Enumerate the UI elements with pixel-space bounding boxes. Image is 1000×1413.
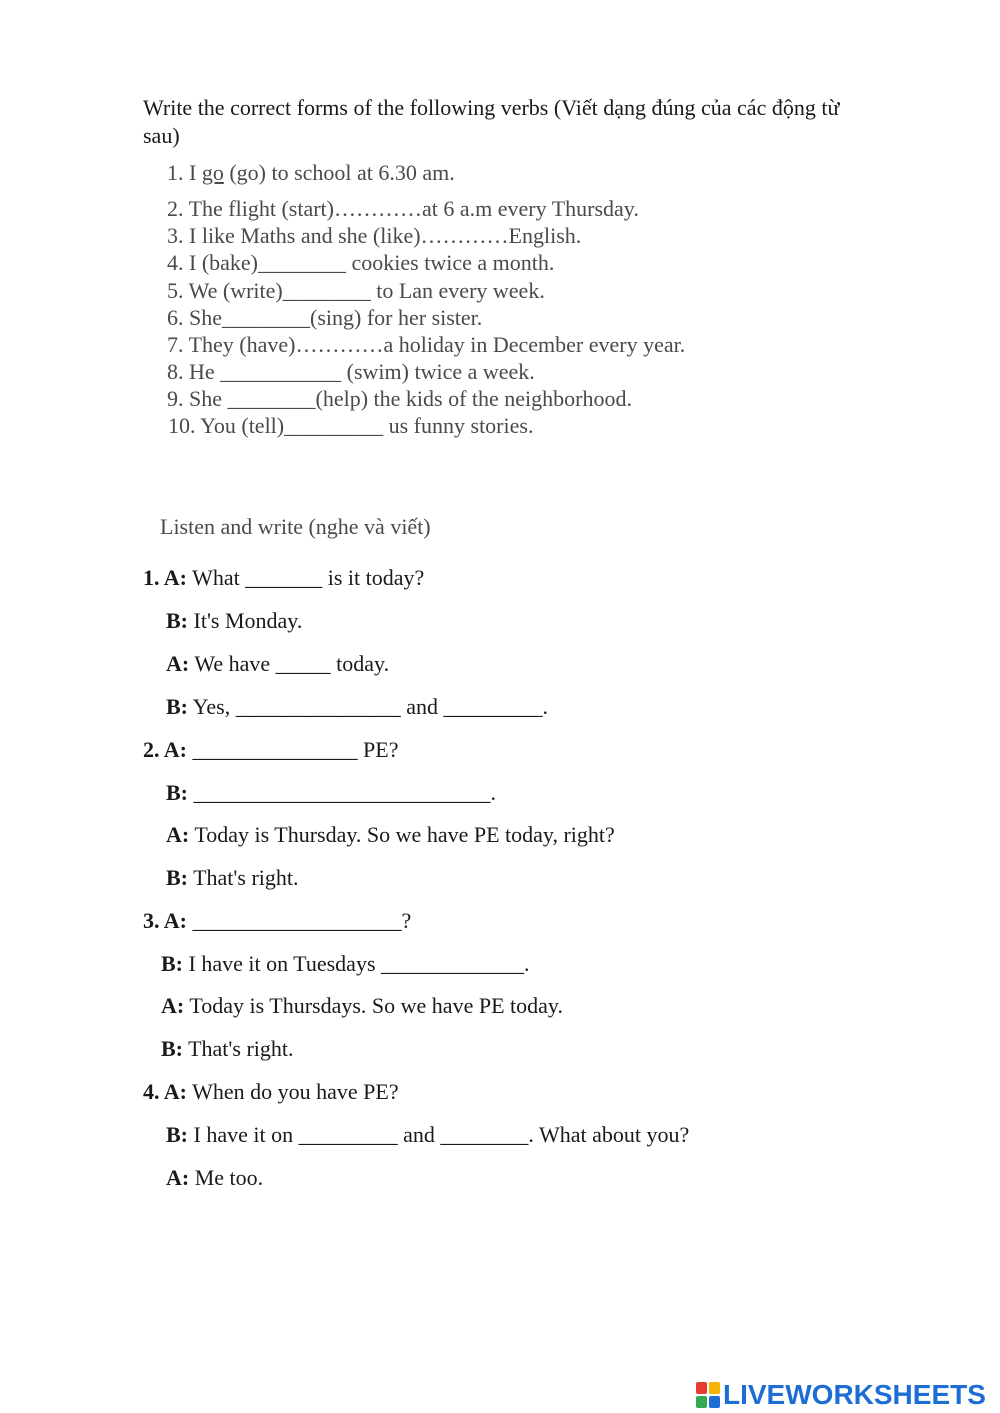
- exercise-item: 4. I (bake)________ cookies twice a month.: [167, 250, 555, 275]
- dialogue-line: [166, 610, 302, 632]
- dialogue-line: [161, 953, 530, 975]
- example-item: [167, 162, 455, 184]
- dialogue-line: [143, 567, 424, 589]
- example-prefix: 1. I: [167, 160, 202, 185]
- exercise-item: 3. I like Maths and she (like)…………English.: [167, 223, 582, 248]
- speaker-name: A:: [163, 737, 188, 762]
- logo-text: LIVEWORKSHEETS: [723, 1379, 986, 1410]
- logo-square-green: [696, 1396, 707, 1408]
- dialogue-text: Me too.: [189, 1165, 264, 1190]
- speaker-name: B:: [166, 608, 188, 633]
- speaker-name: B:: [166, 780, 188, 805]
- exercise-item: 6. She________(sing) for her sister.: [167, 305, 483, 330]
- logo-square-yellow: [709, 1382, 720, 1394]
- dialogue-line: [161, 995, 563, 1017]
- dialogue-line: [166, 782, 496, 804]
- dialogue-text: Today is Thursday. So we have PE today, right?: [189, 822, 615, 847]
- speaker-name: A:: [163, 565, 188, 590]
- speaker-label: [161, 1036, 183, 1061]
- speaker-name: A:: [166, 651, 190, 676]
- dialogue-line: [143, 739, 398, 761]
- speaker-label: [143, 565, 187, 590]
- logo-icon: [696, 1382, 720, 1408]
- liveworksheets-logo: [696, 1379, 986, 1411]
- dialogue-text: _______________ PE?: [187, 737, 399, 762]
- dialogue-text: Today is Thursdays. So we have PE today.: [184, 993, 563, 1018]
- dialogue-text: ___________________________.: [188, 780, 496, 805]
- dialogue-line: [166, 867, 299, 889]
- dialogue-text: When do you have PE?: [187, 1079, 399, 1104]
- speaker-name: A:: [161, 993, 185, 1018]
- speaker-name: B:: [166, 865, 188, 890]
- dialogue-line: [166, 653, 389, 675]
- dialogue-text: I have it on _________ and ________. What about you?: [188, 1122, 690, 1147]
- exercise-item: 9. She ________(help) the kids of the neighborhood.: [167, 386, 632, 411]
- speaker-label: [166, 780, 188, 805]
- dialogue-text: What _______ is it today?: [187, 565, 425, 590]
- dialogue-line: [161, 1038, 294, 1060]
- exercise-item: 5. We (write)________ to Lan every week.: [167, 278, 545, 303]
- dialogue-text: Yes, _______________ and _________.: [188, 694, 548, 719]
- dialogue-line: [143, 910, 411, 932]
- dialogue-number: 1.: [143, 565, 164, 590]
- speaker-label: [166, 822, 189, 847]
- speaker-label: [143, 908, 187, 933]
- dialogue-text: That's right.: [183, 1036, 294, 1061]
- speaker-name: B:: [161, 1036, 183, 1061]
- speaker-label: [143, 737, 187, 762]
- instruction-line-2: sau): [143, 123, 180, 148]
- speaker-label: [143, 1079, 187, 1104]
- exercise-item: 2. The flight (start)…………at 6 a.m every Thursday.: [167, 196, 639, 221]
- speaker-name: A:: [163, 1079, 188, 1104]
- speaker-label: [166, 865, 188, 890]
- speaker-label: [166, 694, 188, 719]
- exercise-item: 8. He ___________ (swim) twice a week.: [167, 359, 535, 384]
- speaker-label: [166, 1122, 188, 1147]
- example-answer: go: [201, 160, 224, 185]
- speaker-label: [161, 951, 183, 976]
- speaker-label: [166, 651, 189, 676]
- example-suffix: (go) to school at 6.30 am.: [223, 160, 455, 185]
- logo-square-red: [696, 1382, 707, 1394]
- logo-square-blue: [709, 1396, 720, 1408]
- dialogue-line: [166, 824, 615, 846]
- instruction-line-1: Write the correct forms of the following verbs (Viết dạng đúng của các động từ: [143, 95, 840, 120]
- speaker-name: A:: [166, 822, 190, 847]
- dialogue-number: 2.: [143, 737, 164, 762]
- section-2-title: Listen and write (nghe và viết): [160, 514, 431, 539]
- dialogue-text: ___________________?: [187, 908, 412, 933]
- dialogue-text: It's Monday.: [188, 608, 303, 633]
- speaker-name: B:: [166, 1122, 188, 1147]
- dialogue-line: [166, 696, 548, 718]
- dialogue-line: [143, 1081, 399, 1103]
- speaker-name: B:: [166, 694, 188, 719]
- dialogue-text: We have _____ today.: [189, 651, 390, 676]
- speaker-name: A:: [163, 908, 188, 933]
- speaker-label: [161, 993, 184, 1018]
- speaker-label: [166, 1165, 189, 1190]
- dialogue-number: 4.: [143, 1079, 164, 1104]
- dialogue-number: 3.: [143, 908, 164, 933]
- exercise-item: 10. You (tell)_________ us funny stories.: [168, 413, 534, 438]
- dialogue-text: I have it on Tuesdays _____________.: [183, 951, 530, 976]
- dialogue-line: [166, 1167, 263, 1189]
- speaker-label: [166, 608, 188, 633]
- exercise-item: 7. They (have)…………a holiday in December every year.: [167, 332, 686, 357]
- dialogue-text: That's right.: [188, 865, 299, 890]
- speaker-name: A:: [166, 1165, 190, 1190]
- dialogue-line: [166, 1124, 689, 1146]
- speaker-name: B:: [161, 951, 183, 976]
